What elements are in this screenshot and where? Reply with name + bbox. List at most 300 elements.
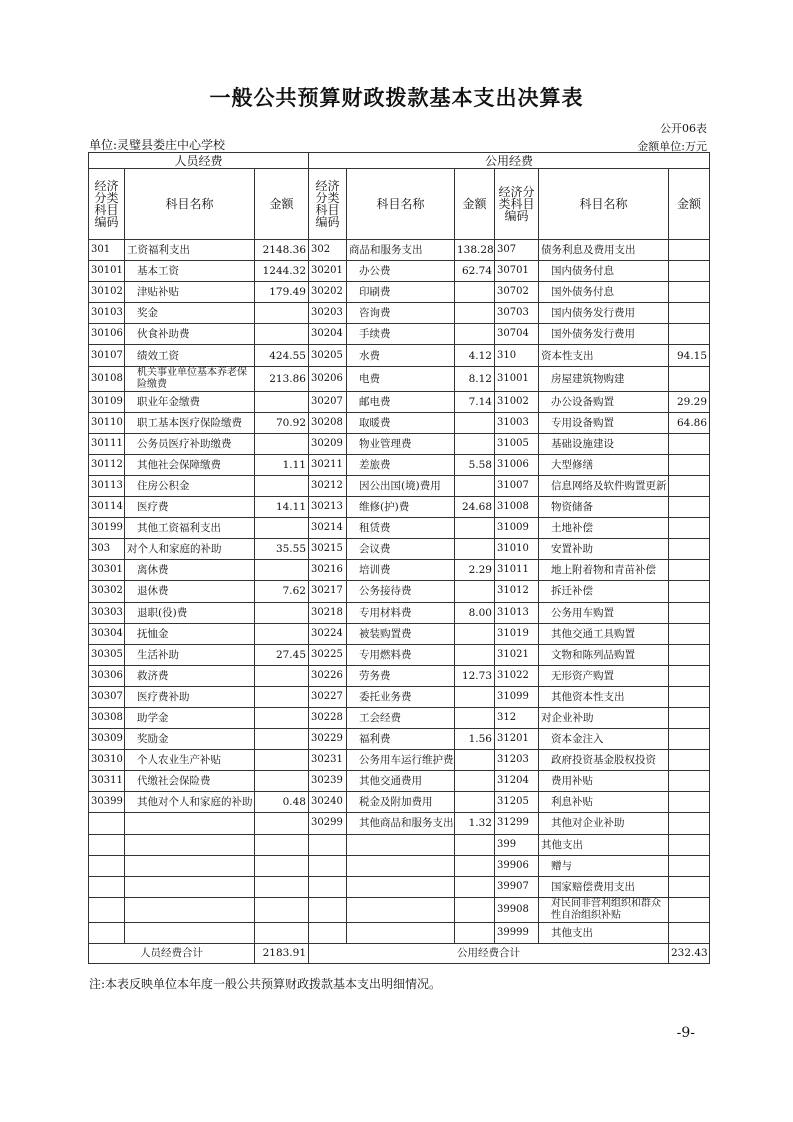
other-amount (669, 707, 710, 728)
other-code: 31201 (495, 729, 539, 750)
other-amount (669, 771, 710, 792)
personnel-code: 30199 (89, 518, 125, 539)
public-total-label: 公用经费合计 (309, 943, 669, 963)
public-item-name: 办公费 (347, 261, 455, 282)
other-amount (669, 876, 710, 897)
personnel-amount (255, 686, 309, 707)
personnel-item-name: 奖励金 (125, 729, 255, 750)
personnel-amount: 0.48 (255, 792, 309, 813)
public-item-name: 公务接待费 (347, 581, 455, 602)
personnel-amount (255, 897, 309, 922)
other-item-name: 其他资本性支出 (539, 686, 669, 707)
personnel-code (89, 855, 125, 876)
personnel-amount: 27.45 (255, 644, 309, 665)
personnel-item-name: 代缴社会保险费 (125, 771, 255, 792)
other-item-name: 专用设备购置 (539, 412, 669, 433)
column-header-row (89, 169, 710, 240)
other-amount (669, 454, 710, 475)
header-code-other: 经济分类科目编码 (495, 169, 539, 240)
header-name-public: 科目名称 (347, 169, 455, 240)
other-code: 307 (495, 240, 539, 261)
other-item-name: 其他支出 (539, 922, 669, 943)
personnel-item-name (125, 922, 255, 943)
personnel-code: 30303 (89, 602, 125, 623)
other-amount (669, 518, 710, 539)
other-code: 31013 (495, 602, 539, 623)
other-code: 31009 (495, 518, 539, 539)
other-code: 30703 (495, 303, 539, 324)
personnel-item-name (125, 897, 255, 922)
other-amount (669, 303, 710, 324)
public-code: 30224 (309, 623, 347, 644)
public-amount (455, 539, 495, 560)
other-item-name: 政府投资基金股权投资 (539, 750, 669, 771)
table-row (89, 240, 710, 261)
other-item-name: 利息补贴 (539, 792, 669, 813)
public-code: 30201 (309, 261, 347, 282)
other-code: 31005 (495, 433, 539, 454)
personnel-item-name: 职业年金缴费 (125, 391, 255, 412)
public-item-name: 水费 (347, 345, 455, 366)
personnel-item-name: 退职(役)费 (125, 602, 255, 623)
public-code: 30209 (309, 433, 347, 454)
public-code: 30213 (309, 497, 347, 518)
other-amount (669, 834, 710, 855)
public-code: 30212 (309, 475, 347, 496)
public-code: 30204 (309, 324, 347, 345)
header-amount-public: 金额 (455, 169, 495, 240)
table-row (89, 497, 710, 518)
personnel-item-name (125, 813, 255, 834)
public-code: 30299 (309, 813, 347, 834)
header-code-personnel: 经济分类科目编码 (89, 169, 125, 240)
public-item-name: 税金及附加费用 (347, 792, 455, 813)
other-code: 39908 (495, 897, 539, 922)
public-code: 30203 (309, 303, 347, 324)
other-item-name: 费用补贴 (539, 771, 669, 792)
other-amount (669, 623, 710, 644)
table-row (89, 623, 710, 644)
table-row (89, 539, 710, 560)
table-row (89, 729, 710, 750)
personnel-item-name: 救济费 (125, 665, 255, 686)
other-amount (669, 433, 710, 454)
other-code: 31205 (495, 792, 539, 813)
public-code: 30208 (309, 412, 347, 433)
public-amount (455, 792, 495, 813)
other-amount (669, 813, 710, 834)
personnel-code: 30309 (89, 729, 125, 750)
personnel-item-name: 对个人和家庭的补助 (125, 539, 255, 560)
table-row (89, 855, 710, 876)
public-amount (455, 750, 495, 771)
other-item-name: 赠与 (539, 855, 669, 876)
other-item-name: 地上附着物和青苗补偿 (539, 560, 669, 581)
personnel-code: 30107 (89, 345, 125, 366)
other-code: 31019 (495, 623, 539, 644)
public-code: 30217 (309, 581, 347, 602)
public-amount: 7.14 (455, 391, 495, 412)
other-code: 31204 (495, 771, 539, 792)
other-code: 31003 (495, 412, 539, 433)
public-code: 302 (309, 240, 347, 261)
personnel-item-name (125, 876, 255, 897)
public-amount: 8.00 (455, 602, 495, 623)
other-amount: 64.86 (669, 412, 710, 433)
table-row (89, 581, 710, 602)
public-amount (455, 771, 495, 792)
personnel-code: 301 (89, 240, 125, 261)
other-item-name: 其他交通工具购置 (539, 623, 669, 644)
table-row (89, 412, 710, 433)
public-amount (455, 412, 495, 433)
other-amount (669, 750, 710, 771)
public-item-name: 其他交通费用 (347, 771, 455, 792)
other-code: 31203 (495, 750, 539, 771)
public-amount (455, 433, 495, 454)
personnel-code: 30310 (89, 750, 125, 771)
personnel-amount (255, 475, 309, 496)
public-code (309, 876, 347, 897)
personnel-code: 30311 (89, 771, 125, 792)
header-amount-other: 金额 (669, 169, 710, 240)
personnel-item-name: 公务员医疗补助缴费 (125, 433, 255, 454)
personnel-code: 30307 (89, 686, 125, 707)
public-code: 30225 (309, 644, 347, 665)
header-name-personnel: 科目名称 (125, 169, 255, 240)
personnel-item-name: 机关事业单位基本养老保险缴费 (125, 366, 255, 391)
table-row (89, 560, 710, 581)
other-amount (669, 324, 710, 345)
public-amount (455, 303, 495, 324)
other-item-name: 基础设施建设 (539, 433, 669, 454)
public-item-name: 电费 (347, 366, 455, 391)
public-amount (455, 475, 495, 496)
other-amount (669, 261, 710, 282)
public-code: 30228 (309, 707, 347, 728)
table-row (89, 303, 710, 324)
header-name-other: 科目名称 (539, 169, 669, 240)
page-number: -9- (676, 1025, 695, 1041)
header-amount-personnel: 金额 (255, 169, 309, 240)
other-code: 30702 (495, 282, 539, 303)
personnel-amount: 2148.36 (255, 240, 309, 261)
personnel-item-name: 其他工资福利支出 (125, 518, 255, 539)
other-item-name: 信息网络及软件购置更新 (539, 475, 669, 496)
personnel-amount (255, 771, 309, 792)
personnel-code: 30111 (89, 433, 125, 454)
other-item-name: 土地补偿 (539, 518, 669, 539)
public-amount (455, 623, 495, 644)
public-item-name: 取暖费 (347, 412, 455, 433)
public-item-name (347, 876, 455, 897)
other-item-name: 国内债务发行费用 (539, 303, 669, 324)
public-amount: 12.73 (455, 665, 495, 686)
public-amount: 1.56 (455, 729, 495, 750)
other-item-name: 无形资产购置 (539, 665, 669, 686)
public-amount (455, 897, 495, 922)
personnel-item-name: 住房公积金 (125, 475, 255, 496)
public-item-name: 专用燃料费 (347, 644, 455, 665)
public-amount (455, 518, 495, 539)
personnel-item-name: 医疗费 (125, 497, 255, 518)
personnel-item-name: 其他社会保障缴费 (125, 454, 255, 475)
unit-label: 单位:灵璧县娄庄中心学校 (89, 138, 226, 152)
other-code: 31010 (495, 539, 539, 560)
other-code: 39907 (495, 876, 539, 897)
public-code: 30214 (309, 518, 347, 539)
public-item-name: 培训费 (347, 560, 455, 581)
other-code: 31011 (495, 560, 539, 581)
personnel-code (89, 876, 125, 897)
other-amount: 29.29 (669, 391, 710, 412)
personnel-item-name: 工资福利支出 (125, 240, 255, 261)
personnel-code: 30102 (89, 282, 125, 303)
public-item-name: 商品和服务支出 (347, 240, 455, 261)
personnel-item-name: 个人农业生产补贴 (125, 750, 255, 771)
public-amount: 138.28 (455, 240, 495, 261)
other-amount (669, 644, 710, 665)
personnel-item-name: 助学金 (125, 707, 255, 728)
personnel-item-name: 抚恤金 (125, 623, 255, 644)
group-header-row (89, 153, 710, 169)
other-item-name: 办公设备购置 (539, 391, 669, 412)
other-item-name: 国内债务付息 (539, 261, 669, 282)
public-code: 30229 (309, 729, 347, 750)
personnel-amount (255, 324, 309, 345)
public-item-name: 邮电费 (347, 391, 455, 412)
other-item-name: 拆迁补偿 (539, 581, 669, 602)
other-amount (669, 240, 710, 261)
personnel-item-name: 生活补助 (125, 644, 255, 665)
table-row (89, 602, 710, 623)
other-code: 399 (495, 834, 539, 855)
other-code: 39906 (495, 855, 539, 876)
public-code (309, 855, 347, 876)
personnel-amount (255, 391, 309, 412)
personnel-item-name: 退休费 (125, 581, 255, 602)
personnel-amount (255, 303, 309, 324)
table-row (89, 282, 710, 303)
public-amount: 1.32 (455, 813, 495, 834)
other-item-name: 国外债务付息 (539, 282, 669, 303)
public-amount (455, 324, 495, 345)
other-code: 31006 (495, 454, 539, 475)
public-code (309, 897, 347, 922)
other-amount (669, 539, 710, 560)
table-row (89, 771, 710, 792)
public-item-name (347, 834, 455, 855)
public-amount (455, 686, 495, 707)
other-amount (669, 686, 710, 707)
table-row (89, 792, 710, 813)
public-code: 30231 (309, 750, 347, 771)
personnel-code (89, 897, 125, 922)
personnel-amount (255, 433, 309, 454)
other-item-name: 其他支出 (539, 834, 669, 855)
public-amount: 2.29 (455, 560, 495, 581)
table-row (89, 686, 710, 707)
public-code: 30239 (309, 771, 347, 792)
table-row (89, 324, 710, 345)
table-row (89, 665, 710, 686)
public-item-name (347, 897, 455, 922)
public-item-name: 福利费 (347, 729, 455, 750)
public-amount: 62.74 (455, 261, 495, 282)
public-item-name: 手续费 (347, 324, 455, 345)
public-code: 30226 (309, 665, 347, 686)
table-row (89, 391, 710, 412)
public-amount (455, 581, 495, 602)
personnel-code: 30301 (89, 560, 125, 581)
public-amount: 5.58 (455, 454, 495, 475)
other-amount (669, 922, 710, 943)
personnel-amount (255, 665, 309, 686)
personnel-amount (255, 922, 309, 943)
public-item-name: 印刷费 (347, 282, 455, 303)
personnel-code: 303 (89, 539, 125, 560)
personnel-amount (255, 602, 309, 623)
other-item-name: 安置补助 (539, 539, 669, 560)
personnel-code: 30308 (89, 707, 125, 728)
personnel-code: 30108 (89, 366, 125, 391)
personnel-amount: 70.92 (255, 412, 309, 433)
other-amount (669, 475, 710, 496)
other-item-name: 债务利息及费用支出 (539, 240, 669, 261)
public-amount (455, 707, 495, 728)
other-item-name: 其他对企业补助 (539, 813, 669, 834)
other-code: 31002 (495, 391, 539, 412)
other-code: 31001 (495, 366, 539, 391)
table-row (89, 876, 710, 897)
personnel-amount: 1244.32 (255, 261, 309, 282)
other-amount (669, 366, 710, 391)
personnel-amount (255, 855, 309, 876)
other-item-name: 资本金注入 (539, 729, 669, 750)
personnel-code: 30304 (89, 623, 125, 644)
table-row (89, 897, 710, 922)
public-amount (455, 834, 495, 855)
other-item-name: 国家赔偿费用支出 (539, 876, 669, 897)
personnel-amount (255, 560, 309, 581)
table-row (89, 345, 710, 366)
form-number: 公开06表 (660, 122, 707, 135)
personnel-amount (255, 729, 309, 750)
public-code: 30227 (309, 686, 347, 707)
public-code: 30206 (309, 366, 347, 391)
personnel-code (89, 834, 125, 855)
personnel-code (89, 813, 125, 834)
other-amount (669, 497, 710, 518)
money-unit-label: 金额单位:万元 (637, 140, 707, 153)
other-code: 310 (495, 345, 539, 366)
personnel-item-name: 其他对个人和家庭的补助 (125, 792, 255, 813)
public-item-name: 因公出国(境)费用 (347, 475, 455, 496)
other-code: 39999 (495, 922, 539, 943)
personnel-code: 30112 (89, 454, 125, 475)
public-item-name: 公务用车运行维护费 (347, 750, 455, 771)
personnel-amount (255, 813, 309, 834)
public-amount (455, 922, 495, 943)
personnel-amount (255, 623, 309, 644)
other-amount (669, 282, 710, 303)
other-amount: 94.15 (669, 345, 710, 366)
personnel-code: 30113 (89, 475, 125, 496)
other-code: 31021 (495, 644, 539, 665)
table-row (89, 433, 710, 454)
other-item-name: 文物和陈列品购置 (539, 644, 669, 665)
public-item-name: 被装购置费 (347, 623, 455, 644)
table-row (89, 644, 710, 665)
public-item-name: 工会经费 (347, 707, 455, 728)
table-row (89, 750, 710, 771)
public-amount: 8.12 (455, 366, 495, 391)
public-amount: 4.12 (455, 345, 495, 366)
personnel-item-name: 基本工资 (125, 261, 255, 282)
other-amount (669, 560, 710, 581)
personnel-amount (255, 707, 309, 728)
other-amount (669, 897, 710, 922)
public-code: 30211 (309, 454, 347, 475)
table-row (89, 922, 710, 943)
personnel-amount (255, 750, 309, 771)
public-code: 30240 (309, 792, 347, 813)
other-amount (669, 855, 710, 876)
personnel-total-value: 2183.91 (255, 943, 309, 963)
personnel-item-name: 奖金 (125, 303, 255, 324)
other-item-name: 对民间非营利组织和群众性自治组织补贴 (539, 897, 669, 922)
personnel-item-name: 绩效工资 (125, 345, 255, 366)
personnel-code: 30114 (89, 497, 125, 518)
public-amount (455, 282, 495, 303)
other-item-name: 资本性支出 (539, 345, 669, 366)
public-item-name: 差旅费 (347, 454, 455, 475)
footnote: 注:本表反映单位本年度一般公共预算财政拨款基本支出明细情况。 (89, 977, 442, 991)
personnel-item-name: 津贴补贴 (125, 282, 255, 303)
personnel-amount (255, 876, 309, 897)
other-amount (669, 792, 710, 813)
public-code: 30215 (309, 539, 347, 560)
other-code: 31008 (495, 497, 539, 518)
public-code: 30205 (309, 345, 347, 366)
other-amount (669, 729, 710, 750)
personnel-code: 30302 (89, 581, 125, 602)
personnel-code (89, 922, 125, 943)
public-code (309, 922, 347, 943)
public-item-name: 咨询费 (347, 303, 455, 324)
other-item-name: 房屋建筑物购建 (539, 366, 669, 391)
public-code: 30218 (309, 602, 347, 623)
personnel-code: 30103 (89, 303, 125, 324)
table-row (89, 813, 710, 834)
public-item-name: 专用材料费 (347, 602, 455, 623)
public-code: 30202 (309, 282, 347, 303)
personnel-total-label: 人员经费合计 (89, 943, 255, 963)
other-code: 31099 (495, 686, 539, 707)
other-code: 31299 (495, 813, 539, 834)
table-row (89, 834, 710, 855)
personnel-amount (255, 834, 309, 855)
personnel-code: 30109 (89, 391, 125, 412)
personnel-amount: 424.55 (255, 345, 309, 366)
public-amount (455, 644, 495, 665)
personnel-code: 30306 (89, 665, 125, 686)
personnel-amount: 213.86 (255, 366, 309, 391)
other-item-name: 国外债务发行费用 (539, 324, 669, 345)
other-item-name: 大型修缮 (539, 454, 669, 475)
public-item-name (347, 855, 455, 876)
public-amount: 24.68 (455, 497, 495, 518)
